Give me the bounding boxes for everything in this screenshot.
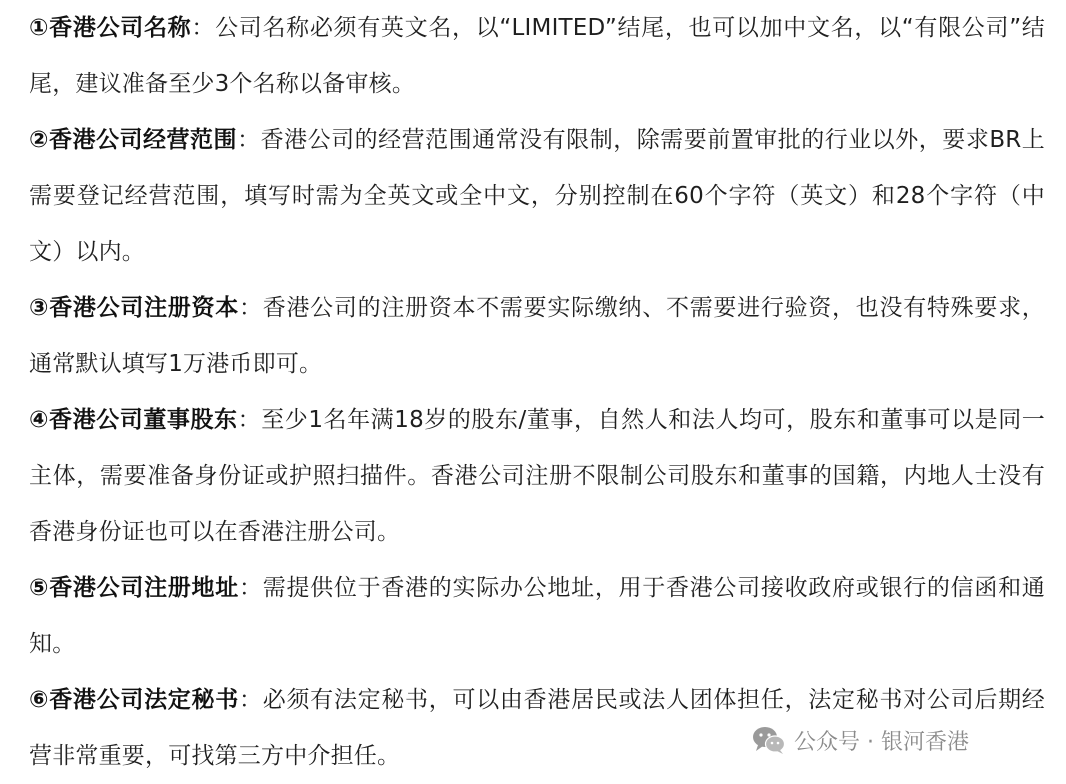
section-text: 香港公司的经营范围通常没有限制，除需要前置审批的行业以外，要求BR上需要登记经营范围，填写时需为全英文或全中文，分别控制在60个字符（英文）和28个字符（中文）以内。 [29,127,1045,265]
section-colon: ： [238,575,263,601]
section-text: 至少1名年满18岁的股东/董事，自然人和法人均可，股东和董事可以是同一主体，需要准备身份证或护照扫描件。香港公司注册不限制公司股东和董事的国籍，内地人士没有香港身份证也可以在香港注册公司。 [29,407,1045,545]
section-heading: ③香港公司注册资本 [29,295,239,321]
section-colon: ： [237,407,262,433]
section-text: 需提供位于香港的实际办公地址，用于香港公司接收政府或银行的信函和通知。 [29,575,1045,657]
section-text: 公司名称必须有英文名，以“LIMITED”结尾，也可以加中文名，以“有限公司”结尾，建议准备至少3个名称以备审核。 [29,15,1045,97]
section-registered-capital [29,280,1045,392]
section-company-name [29,0,1045,112]
section-business-scope [29,112,1045,280]
section-colon: ： [238,295,263,321]
section-text: 必须有法定秘书，可以由香港居民或法人团体担任，法定秘书对公司后期经营非常重要，可找第三方中介担任。 [29,687,1045,769]
article-body [29,0,1045,784]
section-text: 香港公司的注册资本不需要实际缴纳、不需要进行验资，也没有特殊要求，通常默认填写1万港币即可。 [29,295,1045,377]
section-company-secretary [29,672,1045,784]
section-heading: ⑤香港公司注册地址 [29,575,239,601]
section-colon: ： [191,15,216,41]
section-directors-shareholders [29,392,1045,560]
section-registered-address [29,560,1045,672]
section-heading: ②香港公司经营范围 [29,127,238,153]
section-colon: ： [237,127,261,153]
watermark-text: 公众号 · 银河香港 [794,729,969,755]
section-heading: ⑥香港公司法定秘书 [29,687,239,713]
section-colon: ： [238,687,263,713]
section-heading: ④香港公司董事股东 [29,407,238,433]
section-heading: ①香港公司名称 [29,15,192,41]
